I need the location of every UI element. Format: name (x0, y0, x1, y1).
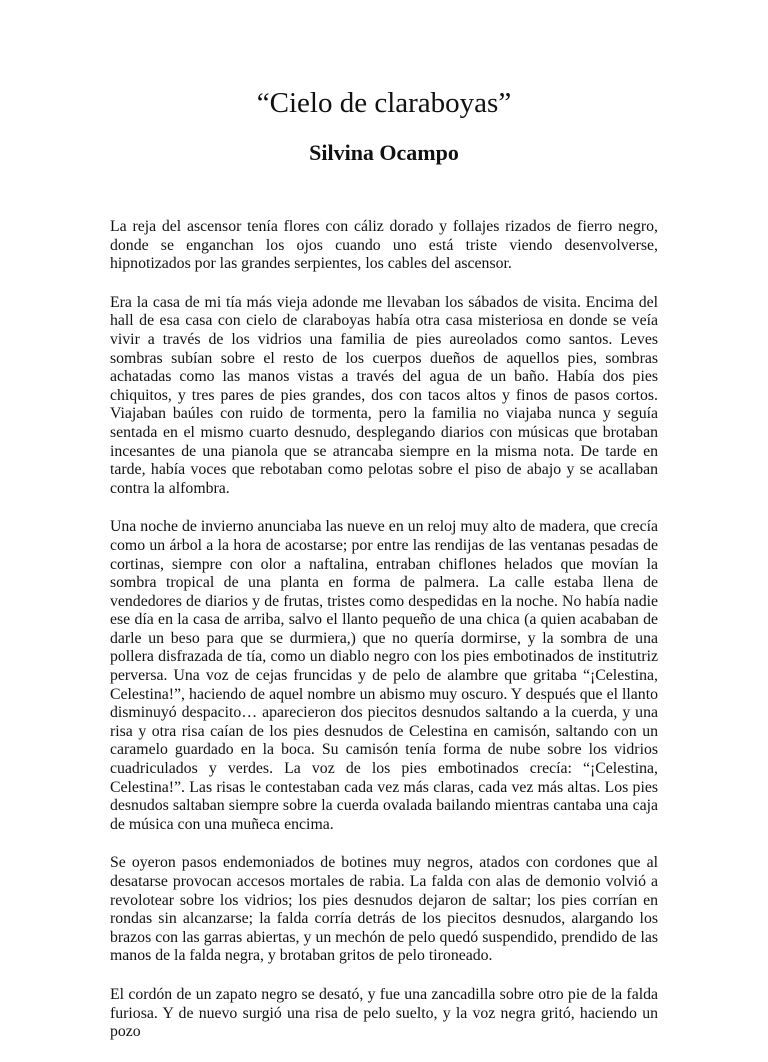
story-body (110, 218, 658, 1062)
paragraph-1: La reja del ascensor tenía flores con cáliz dorado y follajes rizados de fierro negro, donde se enganchan los ojos cuando uno está triste viendo desenvolverse, hipnotizados por las grandes serpientes, los cables del ascensor. (110, 218, 658, 273)
paragraph-5: El cordón de un zapato negro se desató, y fue una zancadilla sobre otro pie de la falda furiosa. Y de nuevo surgió una risa de pelo suelto, y la voz negra gritó, haciendo un pozo (110, 985, 658, 1041)
paragraph-4: Se oyeron pasos endemoniados de botines muy negros, atados con cordones que al desatarse provocan accesos mortales de rabia. La falda con alas de demonio volvió a revolotear sobre los vidrios; los pies desnudos dejaron de saltar; los pies corrían en rondas sin alcanzarse; la falda corría detrás de los piecitos desnudos, alargando los brazos con las garras abiertas, y un mechón de pelo quedó suspendido, prendido de las manos de la falda negra, y brotaban gritos de pelo tironeado. (110, 854, 658, 965)
paragraph-2: Era la casa de mi tía más vieja adonde me llevaban los sábados de visita. Encima del hall de esa casa con cielo de claraboyas había otra casa misteriosa en donde se veía vivir a través de los vidrios una familia de pies aureolados como santos. Leves sombras subían sobre el resto de los cuerpos dueños de aquellos pies, sombras achatadas como las manos vistas a través del agua de un baño. Había dos pies chiquitos, y tres pares de pies grandes, dos con tacos altos y finos de pasos cortos. Viajaban baúles con ruido de tormenta, pero la familia no viajaba nunca y seguía sentada en el mismo cuarto desnudo, desplegando diarios con músicas que brotaban incesantes de una pianola que se atrancaba siempre en la misma nota. De tarde en tarde, había voces que rebotaban como pelotas sobre el piso de abajo y se acallaban contra la alfombra. (110, 293, 658, 497)
document-title: “Cielo de claraboyas” (256, 87, 512, 119)
author-name: Silvina Ocampo (309, 140, 459, 165)
paragraph-3: Una noche de invierno anunciaba las nueve en un reloj muy alto de madera, que crecía como un árbol a la hora de acostarse; por entre las rendijas de las ventanas pesadas de cortinas, siempre con olor a naftalina, entraban chiflones helados que movían la sombra tropical de una planta en forma de palmera. La calle estaba llena de vendedores de diarios y de frutas, tristes como despedidas en la noche. No había nadie ese día en la casa de arriba, salvo el llanto pequeño de una chica (a quien acababan de darle un beso para que se durmiera,) que no quería dormirse, y la sombra de una pollera disfrazada de tía, como un diablo negro con los pies embotinados de institutriz perversa. Una voz de cejas fruncidas y de pelo de alambre que gritaba “¡Celestina, Celestina!”, haciendo de aquel nombre un abismo muy oscuro. Y después que el llanto disminuyó despacito… aparecieron dos piecitos desnudos saltando a la cuerda, y una risa y otra risa caían de los pies desnudos de Celestina en camisón, saltando con un caramelo guardado en la boca. Su camisón tenía forma de nube sobre los vidrios cuadriculados y verdes. La voz de los pies embotinados crecía: “¡Celestina, Celestina!”. Las risas le contestaban cada vez más claras, cada vez más altas. Los pies desnudos saltaban siempre sobre la cuerda ovalada bailando mientras cantaba una caja de música con una muñeca encima. (110, 518, 658, 833)
